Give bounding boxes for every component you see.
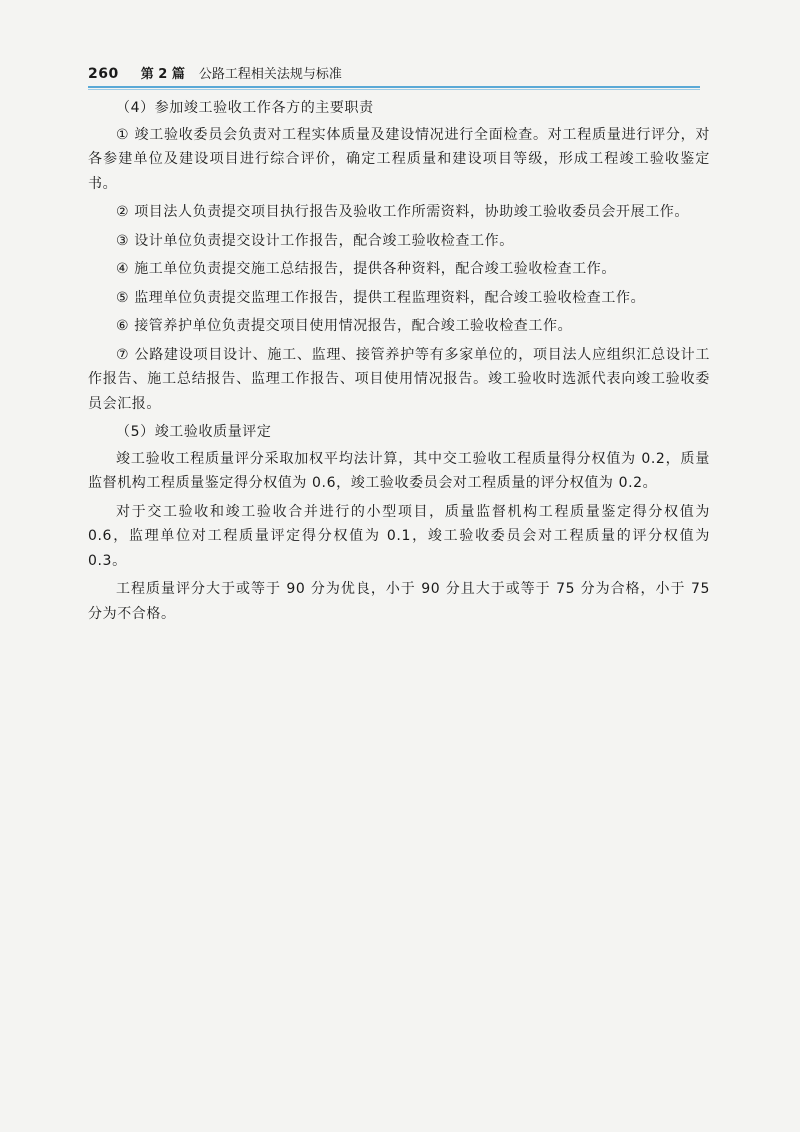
duty-item-5: ⑤ 监理单位负责提交监理工作报告，提供工程监理资料，配合竣工验收检查工作。 [116,289,646,306]
duty-item-6: ⑥ 接管养护单位负责提交项目使用情况报告，配合竣工验收检查工作。 [116,318,573,334]
duty-item-2: ② 项目法人负责提交项目执行报告及验收工作所需资料，协助竣工验收委员会开展工作。 [116,204,689,220]
running-header [88,63,700,85]
page-number: 260 [88,66,119,82]
duty-item-7: ⑦ 公路建设项目设计、施工、监理、接管养护等有多家单位的，项目法人应组织汇总设计工作报告、施工总结报告、监理工作报告、项目使用情况报告。竣工验收时选派代表向竣工验收委员会汇报。 [88,346,710,412]
page-body [88,96,710,630]
part-title: 公路工程相关法规与标准 [198,67,342,82]
weighting-paragraph: 竣工验收工程质量评分采取加权平均法计算，其中交工验收工程质量得分权值为 0.2，质量监督机构工程质量鉴定得分权值为 0.6，竣工验收委员会对工程质量的评分权值为 0.2。 [88,450,710,491]
section-4-heading: （4）参加竣工验收工作各方的主要职责 [116,100,374,116]
small-project-paragraph: 对于交工验收和竣工验收合并进行的小型项目，质量监督机构工程质量鉴定得分权值为 0.6，监理单位对工程质量评定得分权值为 0.1，竣工验收委员会对工程质量的评分权值为 0.3。 [88,503,710,569]
header-rule [88,86,700,88]
duty-item-3: ③ 设计单位负责提交设计工作报告，配合竣工验收检查工作。 [116,232,514,249]
grading-paragraph: 工程质量评分大于或等于 90 分为优良，小于 90 分且大于或等于 75 分为合格，小于 75 分为不合格。 [88,581,710,622]
part-label: 第 2 篇 [140,67,185,82]
duty-item-1: ① 竣工验收委员会负责对工程实体质量及建设情况进行全面检查。对工程质量进行评分，对各参建单位及建设项目进行综合评价，确定工程质量和建设项目等级，形成工程竣工验收鉴定书。 [88,126,710,192]
duty-item-4: ④ 施工单位负责提交施工总结报告，提供各种资料，配合竣工验收检查工作。 [116,261,616,277]
section-5-heading: （5）竣工验收质量评定 [116,424,272,440]
header-rule-thin [88,89,700,90]
